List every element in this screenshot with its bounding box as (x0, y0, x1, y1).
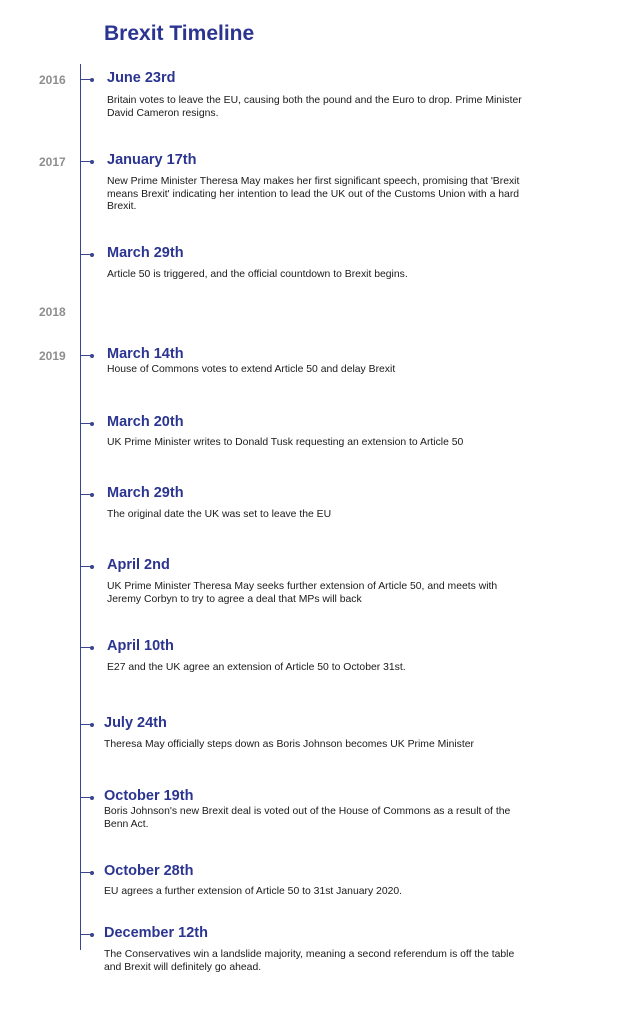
page-title: Brexit Timeline (104, 22, 255, 45)
timeline-tick-icon (81, 724, 91, 725)
timeline-tick-icon (81, 797, 91, 798)
event-date: October 28th (104, 863, 194, 879)
event-description: The original date the UK was set to leave the EU (107, 509, 332, 520)
timeline-axis (80, 64, 81, 950)
timeline-tick-icon (81, 494, 91, 495)
event-description: EU agrees a further extension of Article 50 to 31st January 2020. (104, 886, 403, 897)
timeline-tick-icon (81, 566, 91, 567)
event-description: E27 and the UK agree an extension of Article 50 to October 31st. (107, 662, 406, 673)
year-label-2018: 2018 (39, 305, 66, 319)
event-date: April 2nd (107, 557, 170, 573)
year-label-2019: 2019 (39, 349, 66, 363)
event-date: January 17th (107, 152, 197, 168)
timeline-tick-icon (81, 423, 91, 424)
event-description: House of Commons votes to extend Article 50 and delay Brexit (107, 364, 396, 375)
timeline-tick-icon (81, 647, 91, 648)
year-label-2016: 2016 (39, 73, 66, 87)
event-description: UK Prime Minister writes to Donald Tusk requesting an extension to Article 50 (107, 437, 464, 448)
timeline-tick-icon (81, 872, 91, 873)
timeline-tick-icon (81, 254, 91, 255)
event-date: March 20th (107, 414, 184, 430)
event-date: April 10th (107, 638, 174, 654)
event-description: UK Prime Minister Theresa May seeks further extension of Article 50, and meets with Jeremy Corbyn to try to agree a deal that MPs will back (107, 581, 498, 605)
event-date: October 19th (104, 788, 194, 804)
event-date: June 23rd (107, 70, 176, 86)
event-description: The Conservatives win a landslide majority, meaning a second referendum is off the table and Brexit will definitely go ahead. (104, 949, 515, 973)
event-description: New Prime Minister Theresa May makes her first significant speech, promising that 'Brexit means Brexit' indicating her intention to lead the UK out of the Customs Union with a hard Brexit. (107, 176, 520, 212)
year-label-2017: 2017 (39, 155, 66, 169)
event-date: March 29th (107, 485, 184, 501)
event-description: Article 50 is triggered, and the official countdown to Brexit begins. (107, 269, 408, 280)
event-description: Britain votes to leave the EU, causing both the pound and the Euro to drop. Prime Minister David Cameron resigns. (107, 95, 522, 119)
event-description: Theresa May officially steps down as Boris Johnson becomes UK Prime Minister (104, 739, 474, 750)
timeline-tick-icon (81, 161, 91, 162)
timeline-tick-icon (81, 934, 91, 935)
event-date: July 24th (104, 715, 167, 731)
event-description: Boris Johnson's new Brexit deal is voted out of the House of Commons as a result of the Benn Act. (104, 806, 511, 830)
event-date: March 14th (107, 346, 184, 362)
timeline-tick-icon (81, 355, 91, 356)
event-date: December 12th (104, 925, 208, 941)
event-date: March 29th (107, 245, 184, 261)
timeline-tick-icon (81, 79, 91, 80)
